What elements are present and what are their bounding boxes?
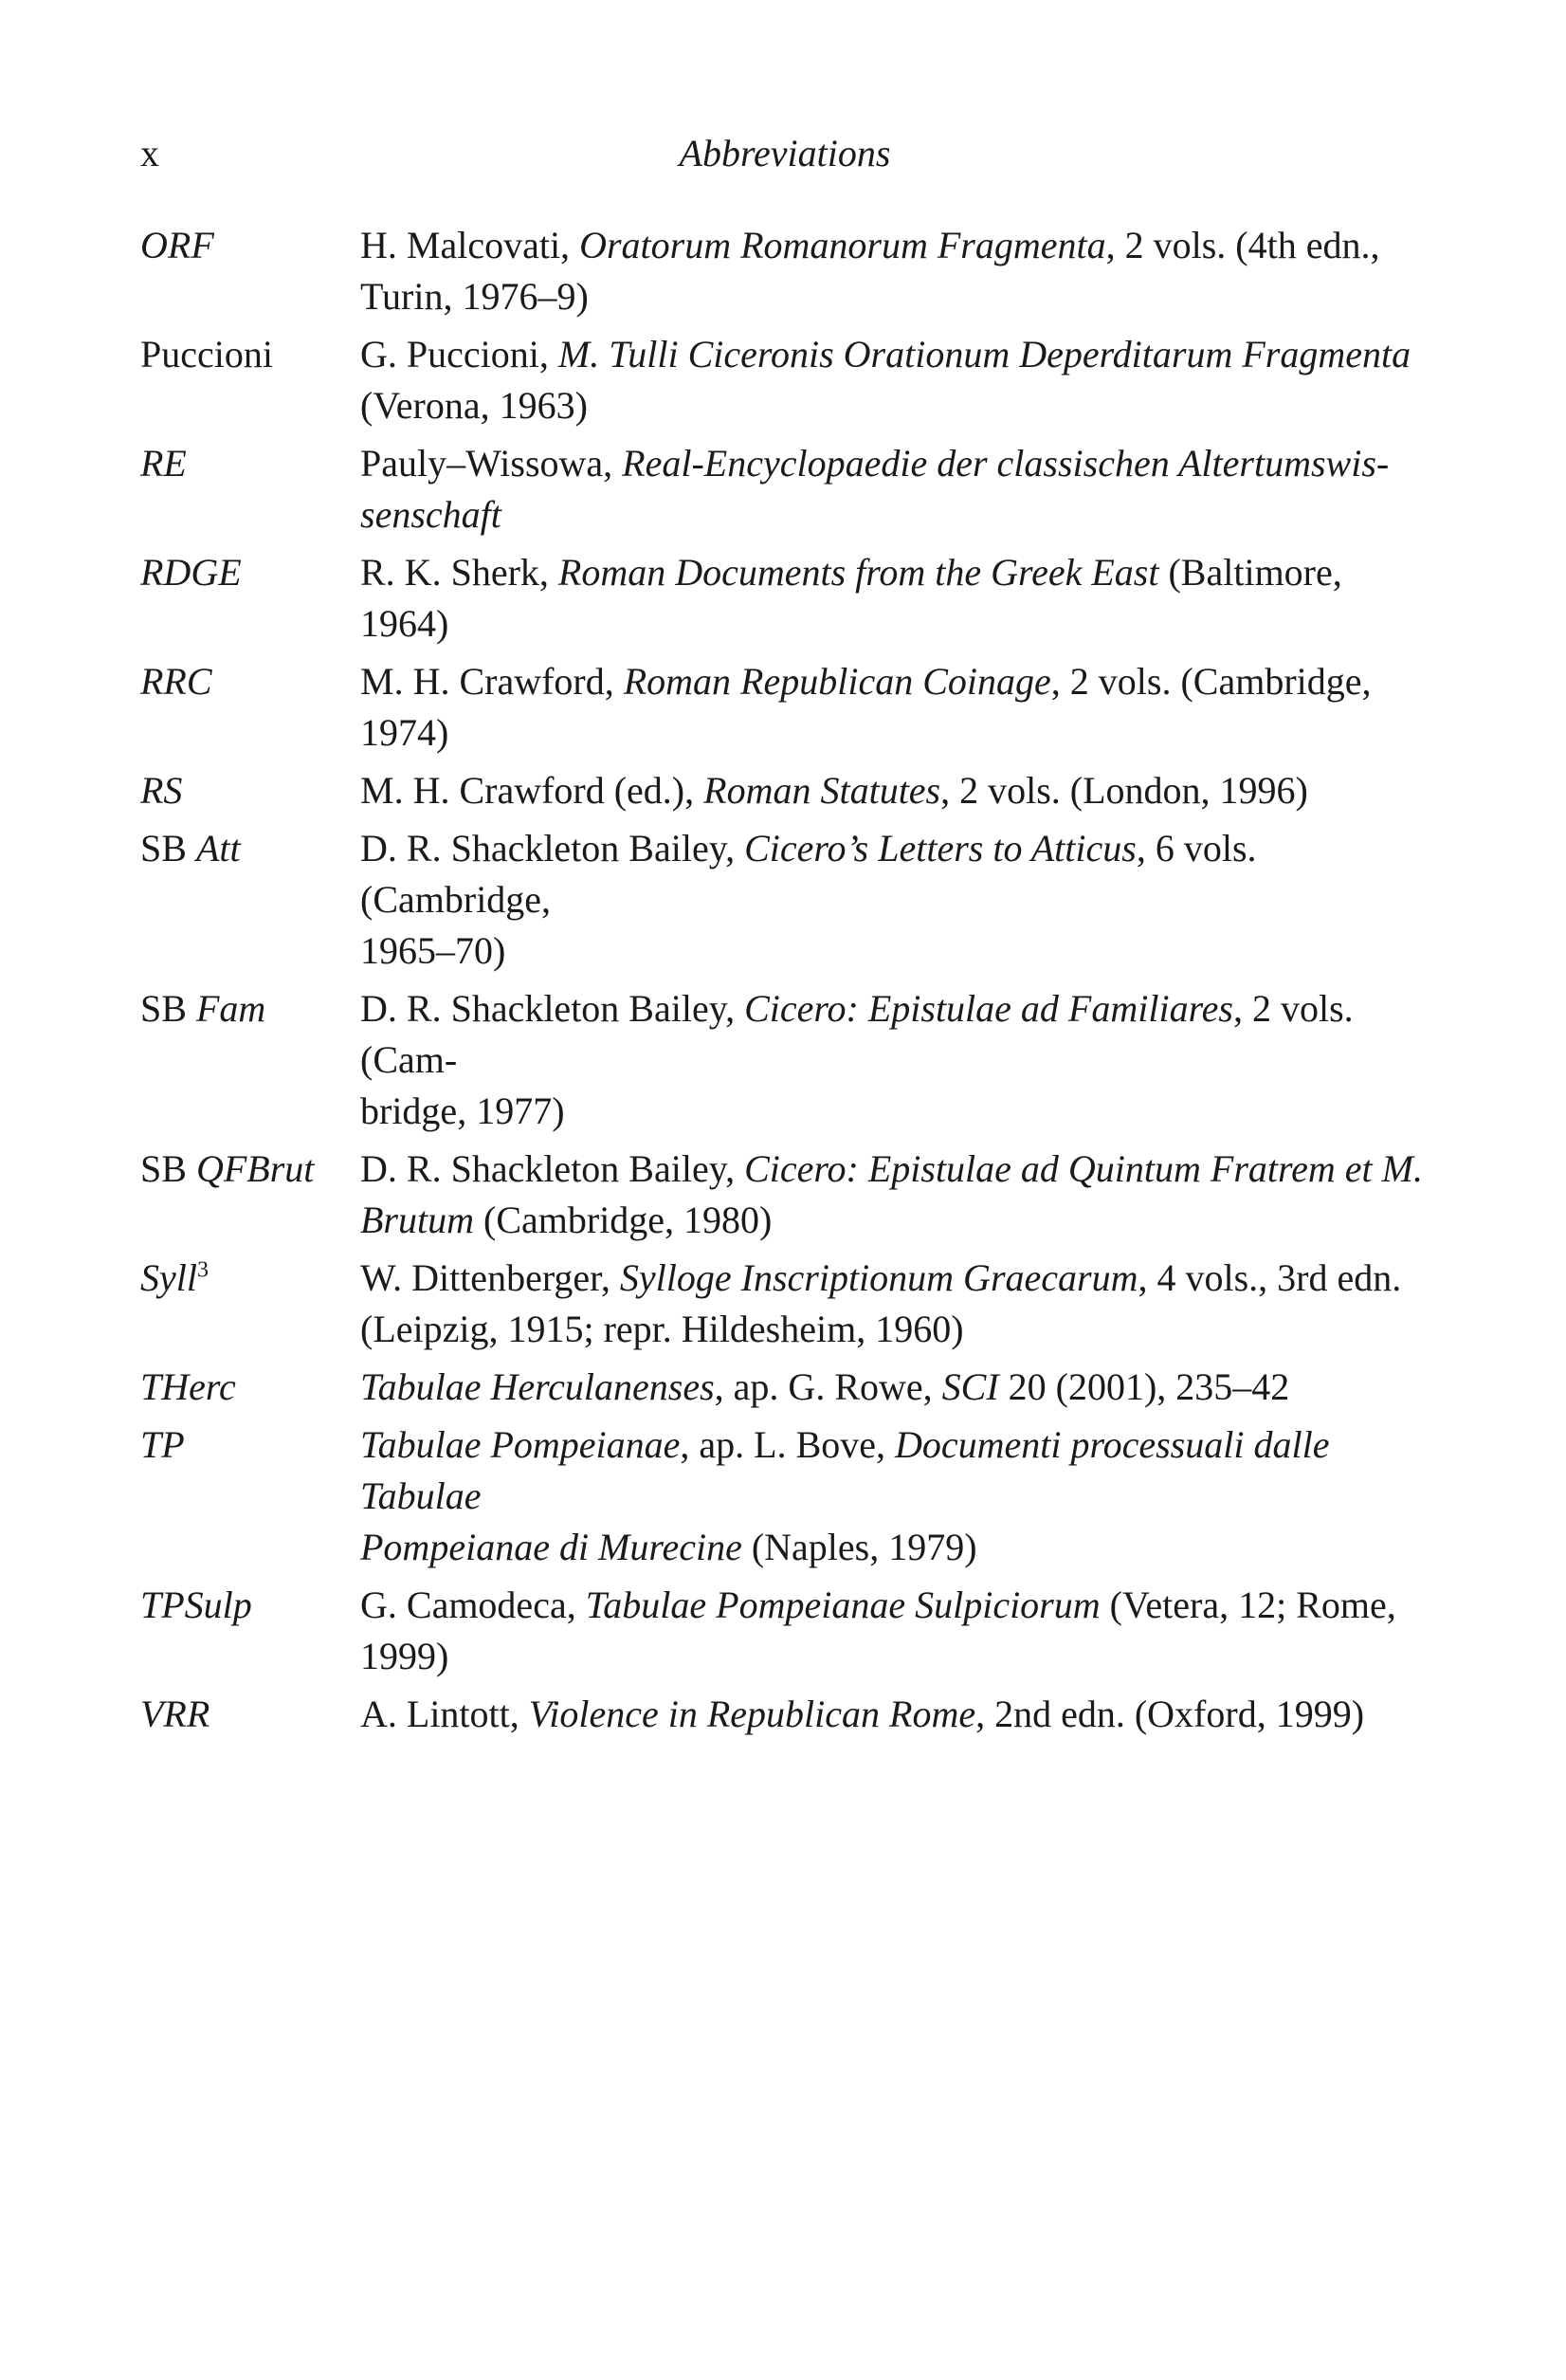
reference-title-segment: Roman Republican Coinage [623,660,1051,703]
abbreviation-term [140,220,360,271]
abbreviation-term [140,656,360,707]
reference-text [360,220,1429,322]
page-header [140,131,1429,197]
abbreviation-term [140,1362,360,1413]
reference-text [360,1253,1429,1355]
reference-text [360,547,1429,650]
abbreviation-prefix: SB [140,827,196,870]
abbreviation-entry [140,1144,1429,1246]
reference-title-segment: Brutum [360,1199,474,1241]
abbreviation-entry [140,438,1429,540]
reference-segment: , 6 vols. (Cambridge, [360,827,1257,921]
reference-text [360,765,1429,816]
abbreviation-label: QFBrut [195,1147,315,1190]
abbreviation-entry [140,1580,1429,1682]
abbreviation-term [140,1689,360,1740]
abbreviation-term [140,765,360,816]
abbreviation-label: RRC [140,660,212,703]
reference-segment: , 2nd edn. (Oxford, 1999) [975,1693,1365,1735]
reference-title-segment: M. Tulli Ciceronis Orationum Deperditarum Fragmenta [557,333,1411,375]
reference-segment: D. R. Shackleton Bailey, [360,827,745,870]
reference-segment: Turin, 1976–9) [360,275,589,318]
abbreviation-prefix: SB [140,1147,196,1190]
reference-title-segment: Cicero: Epistulae ad Familiares [744,987,1233,1030]
reference-title-segment: Sylloge Inscriptionum Graecarum [619,1256,1138,1299]
reference-segment: (Verona, 1963) [360,384,588,427]
abbreviation-entry [140,823,1429,977]
abbreviation-entry [140,765,1429,816]
reference-segment: , ap. G. Rowe, [714,1365,942,1408]
reference-segment: , 4 vols., 3rd edn. [1138,1256,1402,1299]
abbreviation-entry [140,983,1429,1137]
reference-text [360,823,1429,977]
reference-segment: M. H. Crawford, [360,660,624,703]
reference-segment: M. H. Crawford (ed.), [360,769,704,812]
abbreviation-entry [140,1419,1429,1573]
abbreviation-entry [140,1362,1429,1413]
reference-text [360,983,1429,1137]
reference-segment: D. R. Shackleton Bailey, [360,1147,745,1190]
reference-segment: G. Camodeca, [360,1584,586,1626]
abbreviation-label: RS [140,769,183,812]
reference-segment: G. Puccioni, [360,333,558,375]
abbreviation-label: THerc [140,1365,236,1408]
abbreviation-label: RDGE [140,551,242,594]
reference-segment: , 2 vols. (Cam- [360,987,1354,1081]
reference-segment: , 2 vols. (Cambridge, 1974) [360,660,1372,754]
reference-title-segment: Cicero’s Letters to Atticus [744,827,1137,870]
reference-text [360,656,1429,759]
reference-title-segment: Pompeianae di Murecine [360,1526,742,1568]
reference-segment: (Vetera, 12; Rome, [1100,1584,1396,1626]
reference-text [360,329,1429,431]
page-number: x [140,132,159,174]
abbreviation-entry [140,1689,1429,1740]
abbreviation-label: RE [140,442,187,485]
abbreviation-term [140,1144,360,1195]
reference-segment: , ap. L. Bove, [680,1423,896,1466]
reference-segment: W. Dittenberger, [360,1256,620,1299]
abbreviation-term [140,547,360,598]
reference-segment: 1965–70) [360,929,506,972]
abbreviation-label: Syll [140,1256,197,1299]
reference-segment: bridge, 1977) [360,1089,565,1132]
abbreviation-entry [140,656,1429,759]
abbreviation-prefix: SB [140,987,196,1030]
abbreviation-term [140,823,360,874]
reference-title-segment: Oratorum Romanorum Fragmenta [579,224,1106,266]
abbreviation-entry [140,220,1429,322]
reference-title-segment: Violence in Republican Rome [528,1693,976,1735]
reference-text [360,1419,1429,1573]
reference-segment: 20 (2001), 235–42 [998,1365,1290,1408]
reference-title-segment: Cicero: Epistulae ad Quintum Fratrem et M. [744,1147,1423,1190]
reference-segment: H. Malcovati, [360,224,580,266]
reference-segment: (Baltimore, 1964) [360,551,1342,645]
reference-text [360,1580,1429,1682]
abbreviation-term [140,1253,360,1304]
abbreviation-superscript: 3 [196,1257,209,1283]
reference-title-segment: Roman Statutes [703,769,941,812]
abbreviation-term [140,1419,360,1471]
reference-segment: , 2 vols. (London, 1996) [940,769,1308,812]
reference-segment: D. R. Shackleton Bailey, [360,987,745,1030]
reference-segment: , 2 vols. (4th edn., [1105,224,1380,266]
reference-title-segment: Tabulae Pompeianae [360,1423,681,1466]
reference-text [360,1144,1429,1246]
reference-text [360,1689,1429,1740]
running-title: Abbreviations [679,132,891,174]
abbreviation-label: Att [195,827,241,870]
reference-segment: Pauly–Wissowa, [360,442,623,485]
reference-segment: (Leipzig, 1915; repr. Hildesheim, 1960) [360,1308,964,1350]
reference-segment: 1999) [360,1635,449,1677]
abbreviations-list [140,220,1429,1747]
reference-title-segment: Real-Encyclopaedie der classischen Altertumswis- [622,442,1390,485]
abbreviation-label: Puccioni [140,333,273,375]
abbreviation-entry [140,329,1429,431]
abbreviation-label: TPSulp [140,1584,252,1626]
reference-title-segment: Documenti processuali dalle Tabulae [360,1423,1330,1517]
abbreviation-label: VRR [140,1693,210,1735]
abbreviation-label: ORF [140,224,214,266]
abbreviation-term [140,438,360,489]
abbreviation-term [140,329,360,380]
reference-text [360,1362,1429,1413]
reference-title-segment: senschaft [360,493,501,536]
abbreviation-label: TP [140,1423,185,1466]
abbreviation-entry [140,1253,1429,1355]
abbreviation-term [140,983,360,1034]
abbreviation-label: Fam [195,987,266,1030]
reference-segment: R. K. Sherk, [360,551,558,594]
reference-title-segment: SCI [941,1365,999,1408]
reference-title-segment: Tabulae Herculanenses [360,1365,715,1408]
reference-title-segment: Tabulae Pompeianae Sulpiciorum [585,1584,1101,1626]
reference-text [360,438,1429,540]
reference-title-segment: Roman Documents from the Greek East [557,551,1159,594]
reference-segment: (Cambridge, 1980) [474,1199,773,1241]
reference-segment: (Naples, 1979) [741,1526,977,1568]
abbreviation-entry [140,547,1429,650]
abbreviation-term [140,1580,360,1631]
reference-segment: A. Lintott, [360,1693,529,1735]
